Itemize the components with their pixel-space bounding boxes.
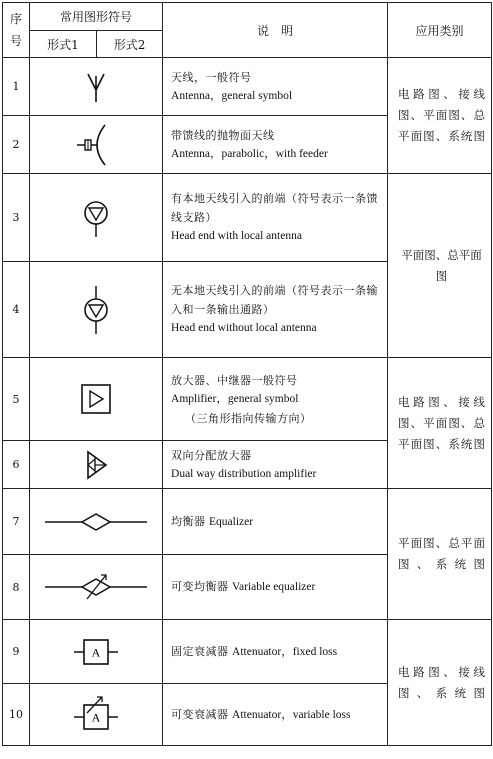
description-cn: 均衡器 bbox=[171, 514, 206, 528]
table-row bbox=[3, 620, 492, 684]
symbol-cell bbox=[30, 58, 163, 116]
fixed-attenuator-icon bbox=[66, 632, 126, 672]
row-number: 7 bbox=[3, 489, 30, 555]
symbol-group-header: 常用图形符号 bbox=[30, 3, 163, 31]
attenuator-label: A bbox=[91, 710, 101, 724]
index-header-char1: 序 bbox=[9, 12, 22, 26]
table-row bbox=[3, 58, 492, 116]
symbol-cell bbox=[30, 620, 163, 684]
description-line bbox=[171, 642, 381, 662]
description-cn: 双向分配放大器 bbox=[171, 448, 252, 462]
row-number: 9 bbox=[3, 620, 30, 684]
row-number: 4 bbox=[3, 262, 30, 358]
category-cell: 电路图、接线图、平面图、总平面图、系统图 bbox=[388, 58, 492, 174]
symbol-cell bbox=[30, 358, 163, 441]
description-cn: 固定衰减器 bbox=[171, 644, 229, 658]
row-number: 5 bbox=[3, 358, 30, 441]
description-cell bbox=[163, 620, 388, 684]
attenuator-label: A bbox=[91, 645, 101, 659]
description-cell bbox=[163, 684, 388, 746]
description-cell bbox=[163, 441, 388, 489]
row-number: 8 bbox=[3, 555, 30, 620]
table-row bbox=[3, 174, 492, 262]
symbol-cell bbox=[30, 684, 163, 746]
description-cell bbox=[163, 262, 388, 358]
description-cn: 可变均衡器 bbox=[171, 580, 229, 593]
description-cell bbox=[163, 58, 388, 116]
description-cn: 天线，一般符号 bbox=[171, 70, 252, 84]
index-header-char2: 号 bbox=[9, 34, 22, 48]
description-en: Head end without local antenna bbox=[171, 322, 317, 334]
variable-attenuator-icon bbox=[66, 693, 126, 737]
row-number: 2 bbox=[3, 116, 30, 174]
description-en: Attenuator，fixed loss bbox=[232, 645, 338, 658]
symbol-cell bbox=[30, 262, 163, 358]
description-cell bbox=[163, 358, 388, 441]
description-cell bbox=[163, 489, 388, 555]
row-number: 6 bbox=[3, 441, 30, 489]
amplifier-icon bbox=[76, 379, 116, 419]
category-cell: 平面图、总平面图 bbox=[388, 174, 492, 358]
head-end-no-antenna-icon bbox=[76, 282, 116, 338]
form1-header: 形式1 bbox=[30, 31, 97, 58]
symbol-cell bbox=[30, 489, 163, 555]
antenna-icon bbox=[76, 70, 116, 104]
description-cell bbox=[163, 555, 388, 620]
equalizer-icon bbox=[41, 507, 151, 537]
symbol-cell bbox=[30, 441, 163, 489]
description-en: Variable equalizer bbox=[232, 581, 316, 593]
row-number: 10 bbox=[3, 684, 30, 746]
description-note: （三角形指向传输方向） bbox=[185, 411, 312, 425]
index-header bbox=[3, 3, 30, 58]
dual-way-amplifier-icon bbox=[76, 448, 116, 482]
category-cell: 电路图、接线图、平面图、总平面图、系统图 bbox=[388, 358, 492, 489]
symbol-cell bbox=[30, 555, 163, 620]
head-end-local-antenna-icon bbox=[76, 193, 116, 243]
description-en: Head end with local antenna bbox=[171, 230, 302, 242]
description-en: Antenna，parabolic，with feeder bbox=[171, 147, 328, 160]
form2-header: 形式2 bbox=[97, 31, 163, 58]
row-number: 1 bbox=[3, 58, 30, 116]
description-en: Amplifier，general symbol bbox=[171, 392, 299, 405]
description-line bbox=[171, 705, 381, 725]
variable-equalizer-icon bbox=[41, 570, 151, 604]
description-line bbox=[171, 577, 381, 597]
parabolic-antenna-icon bbox=[71, 123, 121, 167]
description-cn: 可变衰减器 bbox=[171, 707, 229, 721]
row-number: 3 bbox=[3, 174, 30, 262]
category-cell: 平面图、总平面图、系统图 bbox=[388, 489, 492, 620]
description-en: Dual way distribution amplifier bbox=[171, 467, 317, 480]
header-row bbox=[3, 3, 492, 31]
category-header: 应用类别 bbox=[388, 3, 492, 58]
table-row bbox=[3, 358, 492, 441]
description-cell bbox=[163, 174, 388, 262]
description-cn: 无本地天线引入的前端（符号表示一条输入和一条输出通路） bbox=[171, 284, 379, 316]
description-en: Equalizer bbox=[209, 515, 254, 528]
description-en: Antenna，general symbol bbox=[171, 89, 293, 102]
description-cn: 有本地天线引入的前端（符号表示一条馈线支路） bbox=[171, 192, 379, 224]
description-cn: 放大器、中继器一般符号 bbox=[171, 373, 298, 387]
description-cn: 带馈线的抛物面天线 bbox=[171, 128, 275, 142]
table-row bbox=[3, 489, 492, 555]
symbol-table bbox=[2, 2, 492, 746]
symbol-cell bbox=[30, 116, 163, 174]
description-cell bbox=[163, 116, 388, 174]
description-line bbox=[171, 512, 381, 532]
description-en: Attenuator，variable loss bbox=[232, 708, 351, 721]
description-header: 说 明 bbox=[163, 3, 388, 58]
symbol-cell bbox=[30, 174, 163, 262]
category-cell: 电路图、接线图、系统图 bbox=[388, 620, 492, 746]
